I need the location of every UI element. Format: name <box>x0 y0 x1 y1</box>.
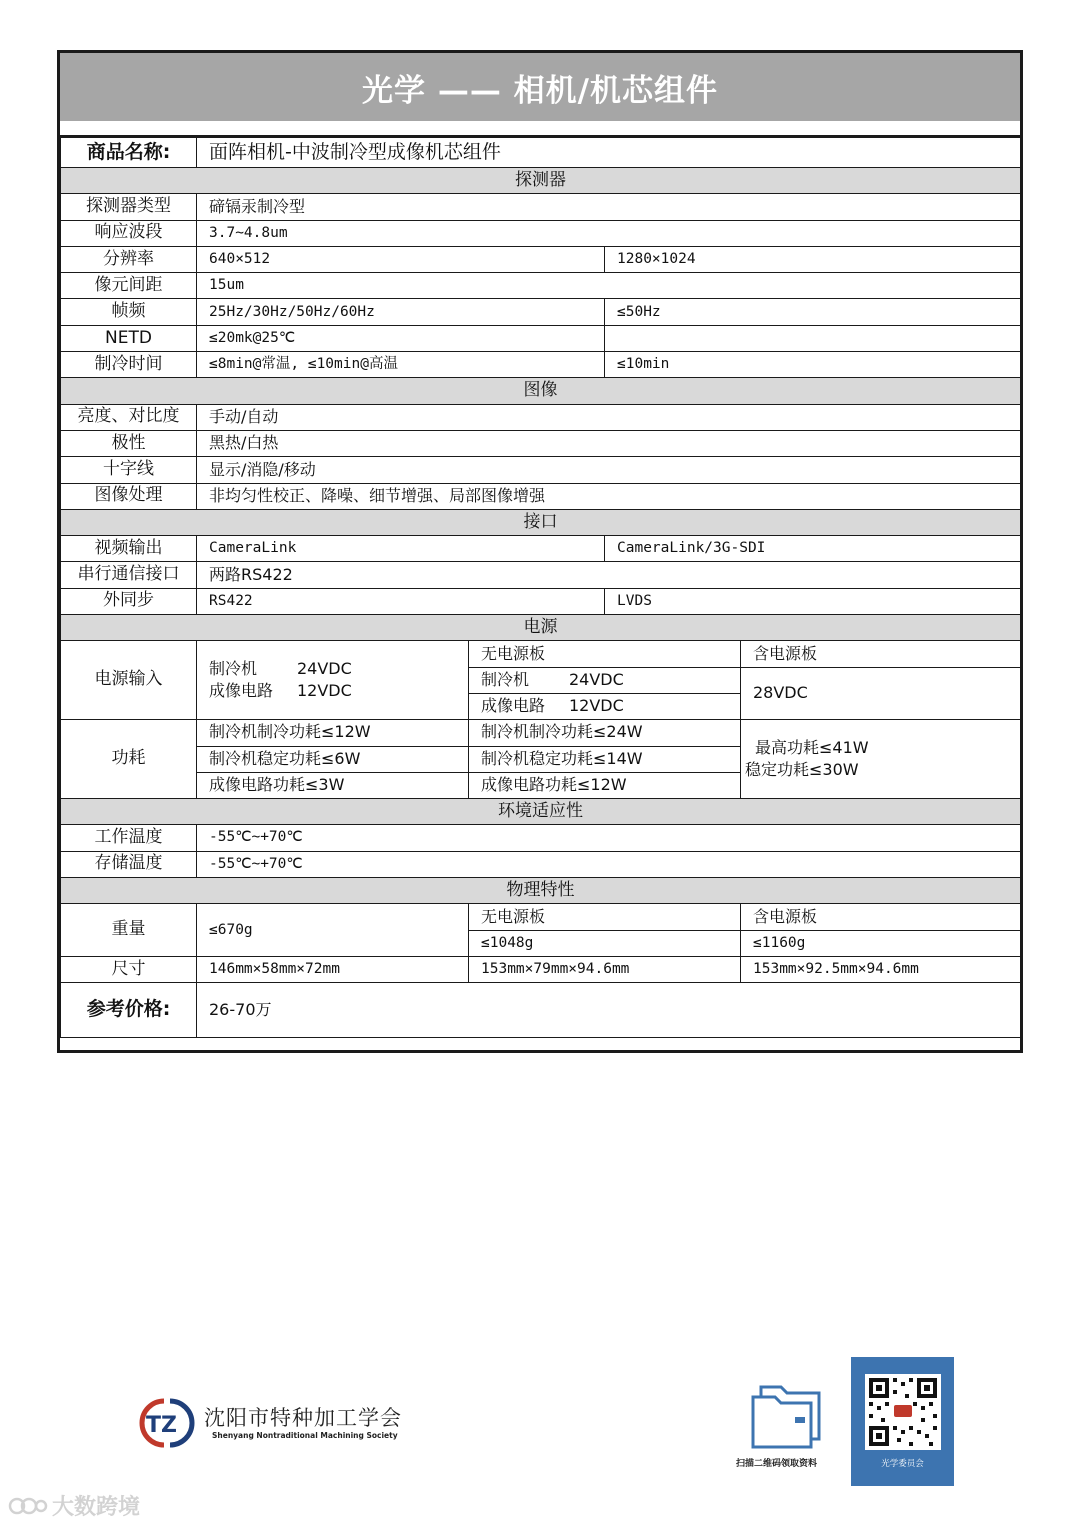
section-detector: 探测器 <box>61 168 1021 194</box>
product-name-row <box>61 138 1021 168</box>
row-label: 像元间距 <box>61 273 197 299</box>
consumption-value: 制冷机稳定功耗≤14W <box>469 746 741 772</box>
section-row <box>61 878 1021 904</box>
row-label: 图像处理 <box>61 483 197 509</box>
row-label: 电源输入 <box>61 641 197 720</box>
consumption-line: 稳定功耗≤30W <box>745 760 859 780</box>
row-value: 手动/自动 <box>197 404 1021 430</box>
table-row <box>61 220 1021 246</box>
row-label: NETD <box>61 325 197 351</box>
table-row <box>61 825 1021 851</box>
consumption-value: 制冷机稳定功耗≤6W <box>197 746 469 772</box>
power-value: 24VDC <box>297 659 352 679</box>
consumption-with-board <box>741 720 1021 799</box>
spec-table <box>60 137 1021 1038</box>
power-key: 成像电路 <box>209 681 274 701</box>
power-value: 12VDC <box>297 681 352 701</box>
table-row <box>61 273 1021 299</box>
row-label: 十字线 <box>61 457 197 483</box>
table-row <box>61 430 1021 456</box>
consumption-value: 成像电路功耗≤12W <box>469 772 741 798</box>
row-value: 15um <box>197 273 1021 299</box>
power-line <box>209 658 468 680</box>
spec-table-wrapper <box>60 135 1020 1050</box>
row-value: -55℃~+70℃ <box>197 851 1021 877</box>
table-row <box>61 325 1021 351</box>
section-row <box>61 615 1021 641</box>
weight-direct: ≤670g <box>197 904 469 957</box>
table-row <box>61 562 1021 588</box>
row-value: RS422 <box>197 588 605 614</box>
row-label: 串行通信接口 <box>61 562 197 588</box>
power-with-board-header: 含电源板 <box>741 641 1021 667</box>
consumption-value: 成像电路功耗≤3W <box>197 772 469 798</box>
row-label: 重量 <box>61 904 197 957</box>
qr-caption: 光学委员会 <box>881 1459 924 1469</box>
table-row <box>61 641 1021 667</box>
section-row <box>61 378 1021 404</box>
table-row <box>61 956 1021 982</box>
folder-icon <box>745 1377 827 1449</box>
row-label: 帧频 <box>61 299 197 325</box>
row-value: 两路RS422 <box>197 562 1021 588</box>
watermark <box>8 1490 140 1521</box>
power-key: 制冷机 <box>481 669 530 689</box>
row-value: 显示/消隐/移动 <box>197 457 1021 483</box>
row-label: 亮度、对比度 <box>61 404 197 430</box>
power-value: 12VDC <box>569 696 624 716</box>
product-name-value: 面阵相机-中波制冷型成像机芯组件 <box>197 138 1021 168</box>
row-value-alt: CameraLink/3G-SDI <box>605 536 1021 562</box>
row-label: 极性 <box>61 430 197 456</box>
table-row <box>61 194 1021 220</box>
price-label: 参考价格: <box>61 983 197 1038</box>
power-no-board-header: 无电源板 <box>469 641 741 667</box>
table-row <box>61 457 1021 483</box>
emblem-letters: TZ <box>146 1413 177 1438</box>
qr-card <box>851 1357 954 1486</box>
weight-with-board-header: 含电源板 <box>741 904 1021 930</box>
watermark-logo-icon <box>8 1495 48 1517</box>
weight-with-board: ≤1160g <box>741 930 1021 956</box>
section-environment: 环境适应性 <box>61 799 1021 825</box>
row-label: 尺寸 <box>61 956 197 982</box>
watermark-text: 大数跨境 <box>52 1495 141 1520</box>
row-value: 25Hz/30Hz/50Hz/60Hz <box>197 299 605 325</box>
row-value: ≤8min@常温, ≤10min@高温 <box>197 352 605 378</box>
size-no-board: 153mm×79mm×94.6mm <box>469 956 741 982</box>
row-label: 工作温度 <box>61 825 197 851</box>
row-value: 碲镉汞制冷型 <box>197 194 1021 220</box>
row-value-alt <box>605 325 1021 351</box>
section-row <box>61 168 1021 194</box>
row-label: 分辨率 <box>61 246 197 272</box>
power-with-board-value: 28VDC <box>741 667 1021 720</box>
section-row <box>61 799 1021 825</box>
row-label: 制冷时间 <box>61 352 197 378</box>
table-row <box>61 246 1021 272</box>
row-label: 探测器类型 <box>61 194 197 220</box>
society-logo <box>134 1395 434 1455</box>
power-input-direct <box>197 641 469 720</box>
table-row <box>61 904 1021 930</box>
table-row <box>61 588 1021 614</box>
row-label: 功耗 <box>61 720 197 799</box>
row-value: -55℃~+70℃ <box>197 825 1021 851</box>
power-key: 制冷机 <box>209 659 258 679</box>
size-direct: 146mm×58mm×72mm <box>197 956 469 982</box>
weight-no-board-header: 无电源板 <box>469 904 741 930</box>
price-value: 26-70万 <box>197 983 1021 1038</box>
table-row <box>61 536 1021 562</box>
row-value: 黑热/白热 <box>197 430 1021 456</box>
qr-code-icon[interactable] <box>865 1374 941 1450</box>
row-value-alt: 1280×1024 <box>605 246 1021 272</box>
table-row <box>61 851 1021 877</box>
weight-no-board: ≤1048g <box>469 930 741 956</box>
row-value: CameraLink <box>197 536 605 562</box>
society-english-name: Shenyang Nontraditional Machining Society <box>212 1431 398 1440</box>
scan-instruction: 扫描二维码领取资料 <box>736 1459 818 1469</box>
consumption-value: 制冷机制冷功耗≤12W <box>197 720 469 746</box>
consumption-value: 制冷机制冷功耗≤24W <box>469 720 741 746</box>
consumption-line: 最高功耗≤41W <box>755 738 869 758</box>
table-row <box>61 352 1021 378</box>
row-label: 响应波段 <box>61 220 197 246</box>
table-row <box>61 404 1021 430</box>
table-row <box>61 299 1021 325</box>
row-value-alt: ≤10min <box>605 352 1021 378</box>
product-name-label: 商品名称: <box>61 138 197 168</box>
power-value: 24VDC <box>569 669 624 689</box>
row-label: 存储温度 <box>61 851 197 877</box>
society-name: 沈阳市特种加工学会 <box>204 1406 402 1430</box>
society-emblem-icon <box>134 1395 200 1451</box>
section-interface: 接口 <box>61 509 1021 535</box>
section-physical: 物理特性 <box>61 878 1021 904</box>
row-value-alt: LVDS <box>605 588 1021 614</box>
row-value: 640×512 <box>197 246 605 272</box>
section-image: 图像 <box>61 378 1021 404</box>
spec-sheet <box>57 50 1023 1053</box>
row-value: ≤20mk@25℃ <box>197 325 605 351</box>
power-key: 成像电路 <box>481 696 546 716</box>
section-power: 电源 <box>61 615 1021 641</box>
row-value-alt: ≤50Hz <box>605 299 1021 325</box>
page-title: 光学 —— 相机/机芯组件 <box>60 53 1020 121</box>
table-row <box>61 720 1021 746</box>
power-no-board-line <box>469 667 741 693</box>
row-label: 外同步 <box>61 588 197 614</box>
power-no-board-line <box>469 693 741 719</box>
table-row <box>61 483 1021 509</box>
price-row <box>61 983 1021 1038</box>
power-line <box>209 680 468 702</box>
row-value: 非均匀性校正、降噪、细节增强、局部图像增强 <box>197 483 1021 509</box>
section-row <box>61 509 1021 535</box>
row-label: 视频输出 <box>61 536 197 562</box>
size-with-board: 153mm×92.5mm×94.6mm <box>741 956 1021 982</box>
row-value: 3.7~4.8um <box>197 220 1021 246</box>
